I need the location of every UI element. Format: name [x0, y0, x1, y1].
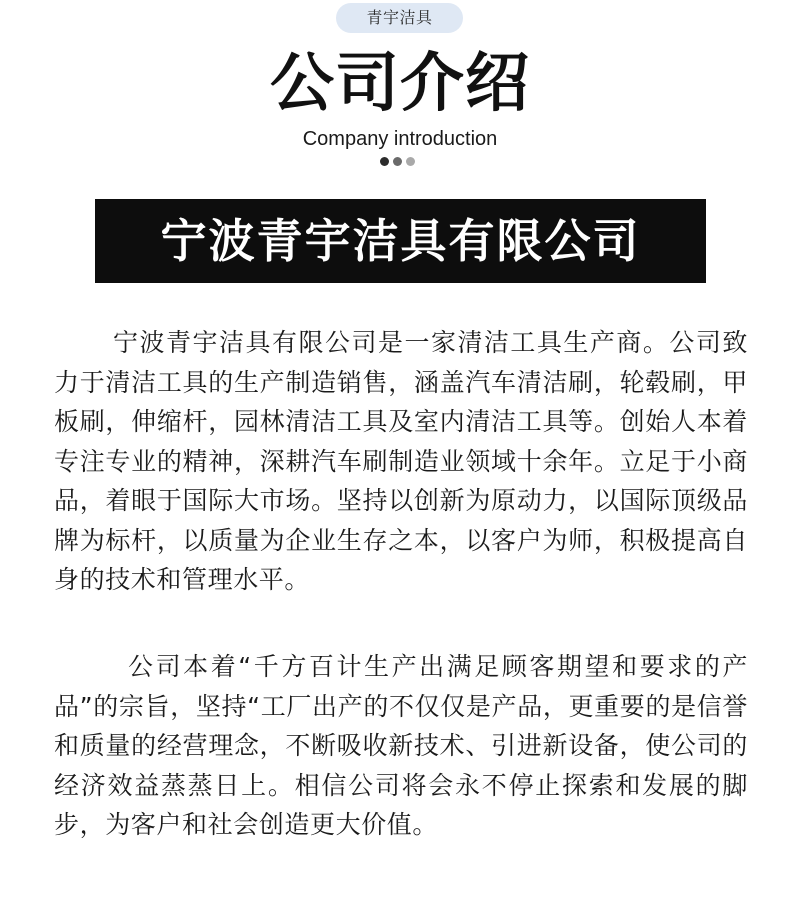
dot-dark: [380, 157, 389, 166]
decorative-dots: [380, 157, 420, 167]
company-name-banner: [95, 199, 706, 283]
dot-medium: [393, 157, 402, 166]
intro-paragraph-2: 公司本着“千方百计生产出满足顾客期望和要求的产品”的宗旨，坚持“工厂出产的不仅仅是产品，更重要的是信誉和质量的经营理念，不断吸收新技术、引进新设备，使公司的经济效益蒸蒸日上。相信公司将会永不停止探索和发展的脚步，为客户和社会创造更大价值。: [54, 652, 748, 839]
company-name: 宁波青宇洁具有限公司: [160, 214, 641, 268]
brand-tag: 青宇洁具: [336, 3, 463, 33]
intro-paragraph-1: 宁波青宇洁具有限公司是一家清洁工具生产商。公司致力于清洁工具的生产制造销售，涵盖汽车清洁刷，轮毂刷，甲板刷，伸缩杆，园林清洁工具及室内清洁工具等。创始人本着专注专业的精神，深耕汽车刷制造业领域十余年。立足于小商品，着眼于国际大市场。坚持以创新为原动力，以国际顶级品牌为标杆，以质量为企业生存之本，以客户为师，积极提高自身的技术和管理水平。: [54, 328, 748, 594]
page-subtitle: Company introduction: [302, 128, 498, 150]
dot-light: [406, 157, 415, 166]
page-title: 公司介绍: [270, 47, 530, 121]
